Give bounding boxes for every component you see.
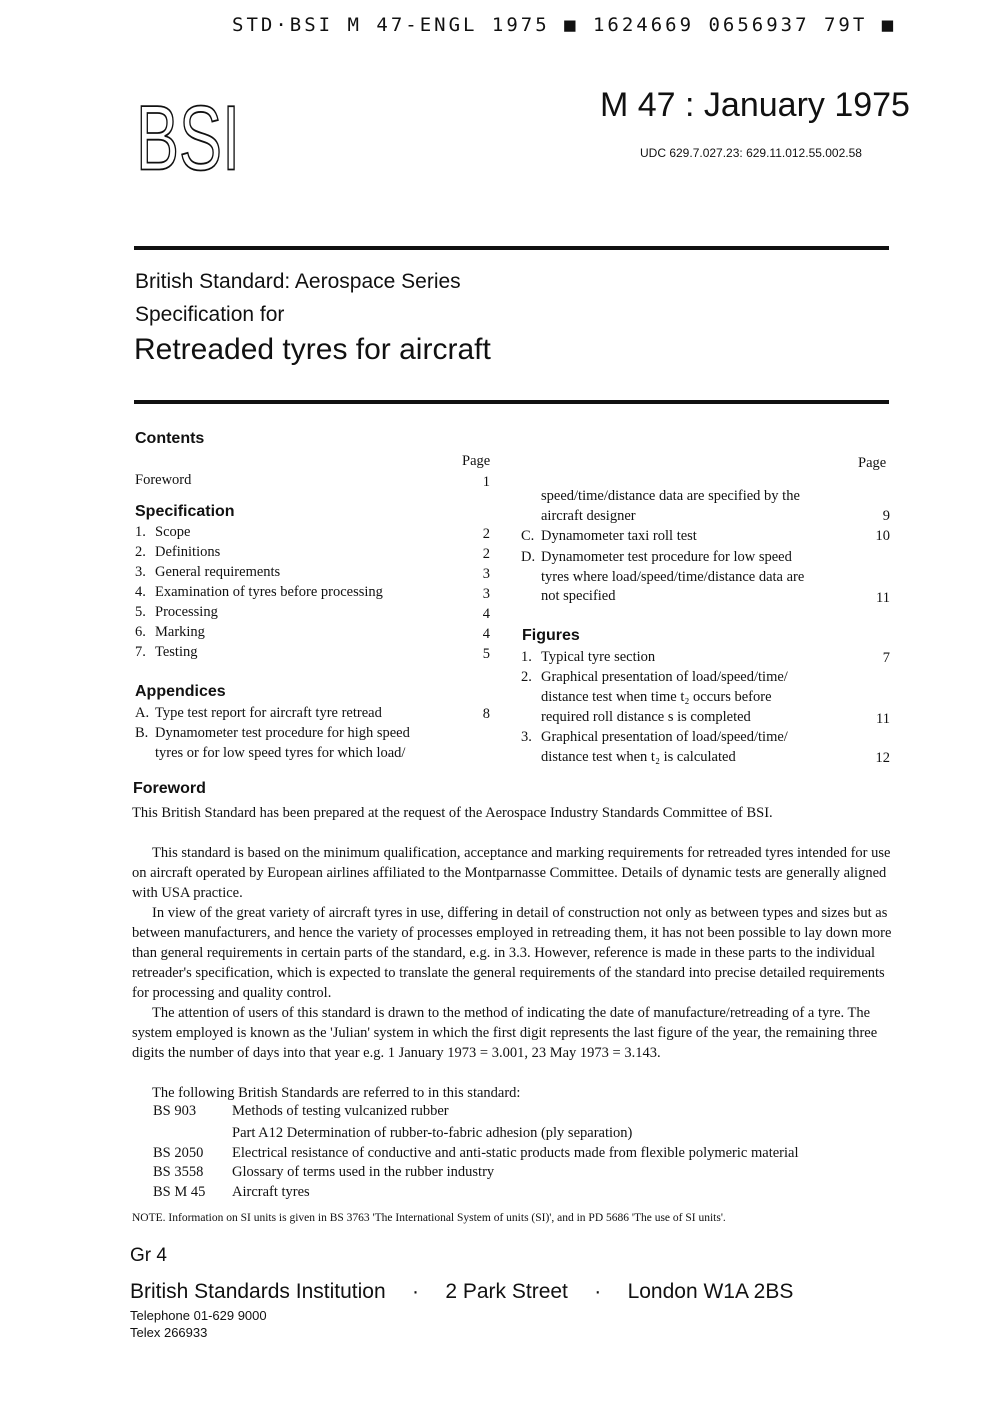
page-title: Retreaded tyres for aircraft bbox=[134, 333, 491, 366]
toc-page: 4 bbox=[482, 626, 490, 642]
toc-num: D. bbox=[521, 549, 536, 565]
toc-page: 2 bbox=[482, 546, 490, 562]
city: London W1A 2BS bbox=[627, 1280, 794, 1303]
toc-page: 1 bbox=[482, 474, 490, 490]
ref-title: Aircraft tyres bbox=[232, 1184, 310, 1200]
separator: · bbox=[411, 1280, 419, 1303]
toc-item-cont: aircraft designer bbox=[541, 508, 636, 524]
si-units-note: NOTE. Information on SI units is given in BS 3763 'The International System of units (SI)', and in PD 5686 'The use of SI units'. bbox=[132, 1212, 726, 1224]
toc-num: 7. bbox=[135, 644, 146, 660]
toc-num: 3. bbox=[521, 729, 532, 745]
specification-heading: Specification bbox=[135, 503, 235, 520]
toc-item: Dynamometer test procedure for low speed bbox=[541, 549, 792, 565]
publisher-address bbox=[130, 1280, 793, 1304]
figures-heading: Figures bbox=[522, 627, 580, 644]
ref-title: Electrical resistance of conductive and anti-static products made from flexible polymeric material bbox=[232, 1145, 799, 1161]
toc-page: 3 bbox=[482, 566, 490, 582]
toc-item: Marking bbox=[155, 624, 205, 640]
toc-item-cont: tyres or for low speed tyres for which load/ bbox=[155, 745, 406, 761]
toc-item-cont: not specified bbox=[541, 588, 616, 604]
foreword-paragraph: The following British Standards are referred to in this standard: bbox=[152, 1085, 521, 1101]
foreword-paragraph: In view of the great variety of aircraft tyres in use, differing in detail of construction not only as between types and sizes but as between manufacturers, and hence the variety of processes employed in retreading them, it has not been possible to lay down more than general requirements in certain parts of the standard, e.g. in 3.3. However, reference is made in these parts to the individual retreader's specification, which is expected to translate the general requirements of the standard into precise detailed requirements for processing and quality control. bbox=[132, 905, 892, 1001]
toc-num: 1. bbox=[135, 524, 146, 540]
toc-item: Dynamometer taxi roll test bbox=[541, 528, 697, 544]
toc-item: Definitions bbox=[155, 544, 221, 560]
contents-heading: Contents bbox=[135, 430, 205, 447]
toc-item: Typical tyre section bbox=[541, 649, 656, 665]
toc-item-cont: required roll distance s is completed bbox=[541, 709, 751, 725]
toc-num: B. bbox=[135, 725, 149, 741]
toc-page: 7 bbox=[882, 650, 890, 666]
ref-title: Methods of testing vulcanized rubber bbox=[232, 1103, 449, 1119]
toc-item-cont: distance test when time t₂ occurs before bbox=[541, 689, 772, 705]
toc-num: C. bbox=[521, 528, 535, 544]
telex: Telex 266933 bbox=[130, 1325, 208, 1340]
page-column-label: Page bbox=[858, 455, 887, 471]
toc-page: 11 bbox=[876, 590, 890, 606]
toc-page: 5 bbox=[482, 646, 490, 662]
series-title: British Standard: Aerospace Series bbox=[135, 270, 461, 293]
separator: · bbox=[594, 1280, 602, 1303]
toc-item: Examination of tyres before processing bbox=[155, 584, 383, 600]
document-control-line: STD·BSI M 47-ENGL 1975 ■ 1624669 0656937 79T ■ bbox=[232, 14, 897, 36]
toc-item: General requirements bbox=[155, 564, 281, 580]
toc-num: 2. bbox=[135, 544, 146, 560]
ref-code: BS M 45 bbox=[153, 1184, 206, 1200]
toc-item: Processing bbox=[155, 604, 218, 620]
bsi-logo bbox=[136, 87, 240, 193]
top-rule bbox=[134, 246, 889, 250]
ref-code: BS 2050 bbox=[153, 1145, 204, 1161]
toc-page: 10 bbox=[875, 528, 890, 544]
toc-num: A. bbox=[135, 705, 150, 721]
toc-item: Graphical presentation of load/speed/time/ bbox=[541, 669, 788, 685]
toc-page: 4 bbox=[482, 606, 490, 622]
document-number: M 47 : January 1975 bbox=[600, 86, 910, 124]
toc-num: 5. bbox=[135, 604, 146, 620]
ref-code: BS 3558 bbox=[153, 1164, 204, 1180]
title-rule bbox=[134, 400, 889, 404]
toc-page: 12 bbox=[875, 750, 890, 766]
toc-item: Testing bbox=[155, 644, 198, 660]
street: 2 Park Street bbox=[445, 1280, 568, 1303]
toc-num: 6. bbox=[135, 624, 146, 640]
bsi-logo-text: BSI bbox=[136, 87, 240, 190]
toc-page: 11 bbox=[876, 711, 890, 727]
ref-code: BS 903 bbox=[153, 1103, 197, 1119]
toc-num: 4. bbox=[135, 584, 146, 600]
toc-page: 8 bbox=[482, 706, 490, 722]
toc-foreword: Foreword bbox=[135, 472, 192, 488]
foreword-paragraph: This British Standard has been prepared at the request of the Aerospace Industry Standards Committee of BSI. bbox=[132, 805, 773, 821]
toc-page: 3 bbox=[482, 586, 490, 602]
toc-num: 2. bbox=[521, 669, 532, 685]
price-grade: Gr 4 bbox=[130, 1245, 167, 1266]
page-column-label: Page bbox=[462, 453, 491, 469]
foreword-paragraph: The attention of users of this standard is drawn to the method of indicating the date of manufacture/retreading of a tyre. The system employed is known as the 'Julian' system in which the first digit represents the last figure of the year, the remaining three digits the number of days into that year e.g. 1 January 1973 = 3.001, 23 May 1973 = 3.143. bbox=[132, 1005, 878, 1061]
toc-item: Type test report for aircraft tyre retread bbox=[155, 705, 382, 721]
spec-for-label: Specification for bbox=[135, 303, 285, 326]
institution-name: British Standards Institution bbox=[130, 1280, 386, 1303]
toc-item-cont: speed/time/distance data are specified by the bbox=[541, 488, 800, 504]
toc-item: Scope bbox=[155, 524, 191, 540]
toc-item: Graphical presentation of load/speed/time/ bbox=[541, 729, 788, 745]
ref-title: Part A12 Determination of rubber-to-fabric adhesion (ply separation) bbox=[232, 1125, 633, 1141]
toc-page: 2 bbox=[482, 526, 490, 542]
telephone: Telephone 01-629 9000 bbox=[130, 1308, 267, 1323]
udc-code: UDC 629.7.027.23: 629.11.012.55.002.58 bbox=[640, 146, 862, 160]
foreword-paragraph: This standard is based on the minimum qualification, acceptance and marking requirements for retreaded tyres intended for use on aircraft operated by European airlines affiliated to the Montparnasse Committee. Details of dynamic tests are generally aligned with USA practice. bbox=[132, 845, 891, 901]
ref-title: Glossary of terms used in the rubber industry bbox=[232, 1164, 495, 1180]
toc-num: 1. bbox=[521, 649, 532, 665]
foreword-heading: Foreword bbox=[133, 780, 206, 797]
toc-num: 3. bbox=[135, 564, 146, 580]
toc-item: Dynamometer test procedure for high speed bbox=[155, 725, 410, 741]
toc-item-cont: distance test when t₂ is calculated bbox=[541, 749, 736, 765]
toc-page: 9 bbox=[882, 508, 890, 524]
toc-item-cont: tyres where load/speed/time/distance data are bbox=[541, 569, 805, 585]
appendices-heading: Appendices bbox=[135, 683, 226, 700]
